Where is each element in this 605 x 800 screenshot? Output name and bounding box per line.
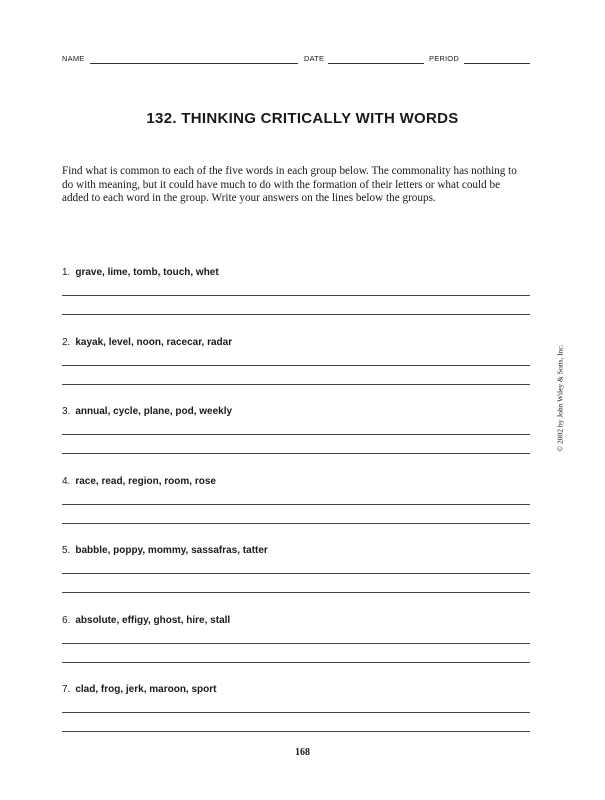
question-text	[62, 545, 268, 556]
question-words: annual, cycle, plane, pod, weekly	[75, 406, 233, 417]
question-text	[62, 684, 216, 695]
question-text	[62, 615, 230, 626]
name-label: NAME	[62, 54, 85, 63]
answer-line[interactable]	[62, 314, 530, 315]
question-words: grave, lime, tomb, touch, whet	[75, 267, 219, 278]
question-number: 4.	[62, 476, 71, 487]
answer-line[interactable]	[62, 712, 530, 713]
question-words: clad, frog, jerk, maroon, sport	[75, 684, 217, 695]
student-info-header	[62, 54, 530, 66]
answer-line[interactable]	[62, 662, 530, 663]
answer-line[interactable]	[62, 573, 530, 574]
worksheet-title: 132. THINKING CRITICALLY WITH WORDS	[146, 110, 459, 127]
question-number: 6.	[62, 615, 71, 626]
question-text	[62, 476, 216, 487]
copyright-notice: © 2002 by John Wiley & Sons, Inc.	[555, 344, 565, 452]
answer-line[interactable]	[62, 434, 530, 435]
answer-line[interactable]	[62, 523, 530, 524]
question-words: race, read, region, room, rose	[75, 476, 216, 487]
instructions-paragraph: Find what is common to each of the five words in each group below. The commonality has nothing to do with meaning, but it could have much to do with the formation of their letters or what could be added to each word in the group. Write your answers on the lines below the groups.	[62, 165, 517, 205]
answer-line[interactable]	[62, 731, 530, 732]
question-words: kayak, level, noon, racecar, radar	[75, 337, 233, 348]
question-words: absolute, effigy, ghost, hire, stall	[75, 615, 231, 626]
answer-line[interactable]	[62, 504, 530, 505]
name-field[interactable]	[90, 63, 298, 64]
question-number: 5.	[62, 545, 71, 556]
answer-line[interactable]	[62, 295, 530, 296]
question-number: 1.	[62, 267, 71, 278]
period-label: PERIOD	[429, 54, 459, 63]
question-text	[62, 406, 232, 417]
answer-line[interactable]	[62, 453, 530, 454]
period-field[interactable]	[464, 63, 530, 64]
date-label: DATE	[304, 54, 325, 63]
answer-line[interactable]	[62, 592, 530, 593]
question-text	[62, 337, 232, 348]
question-number: 7.	[62, 684, 71, 695]
answer-line[interactable]	[62, 384, 530, 385]
question-number: 2.	[62, 337, 71, 348]
page-number: 168	[295, 747, 310, 758]
question-text	[62, 267, 219, 278]
answer-line[interactable]	[62, 365, 530, 366]
question-words: babble, poppy, mommy, sassafras, tatter	[75, 545, 268, 556]
answer-line[interactable]	[62, 643, 530, 644]
date-field[interactable]	[328, 63, 424, 64]
question-number: 3.	[62, 406, 71, 417]
